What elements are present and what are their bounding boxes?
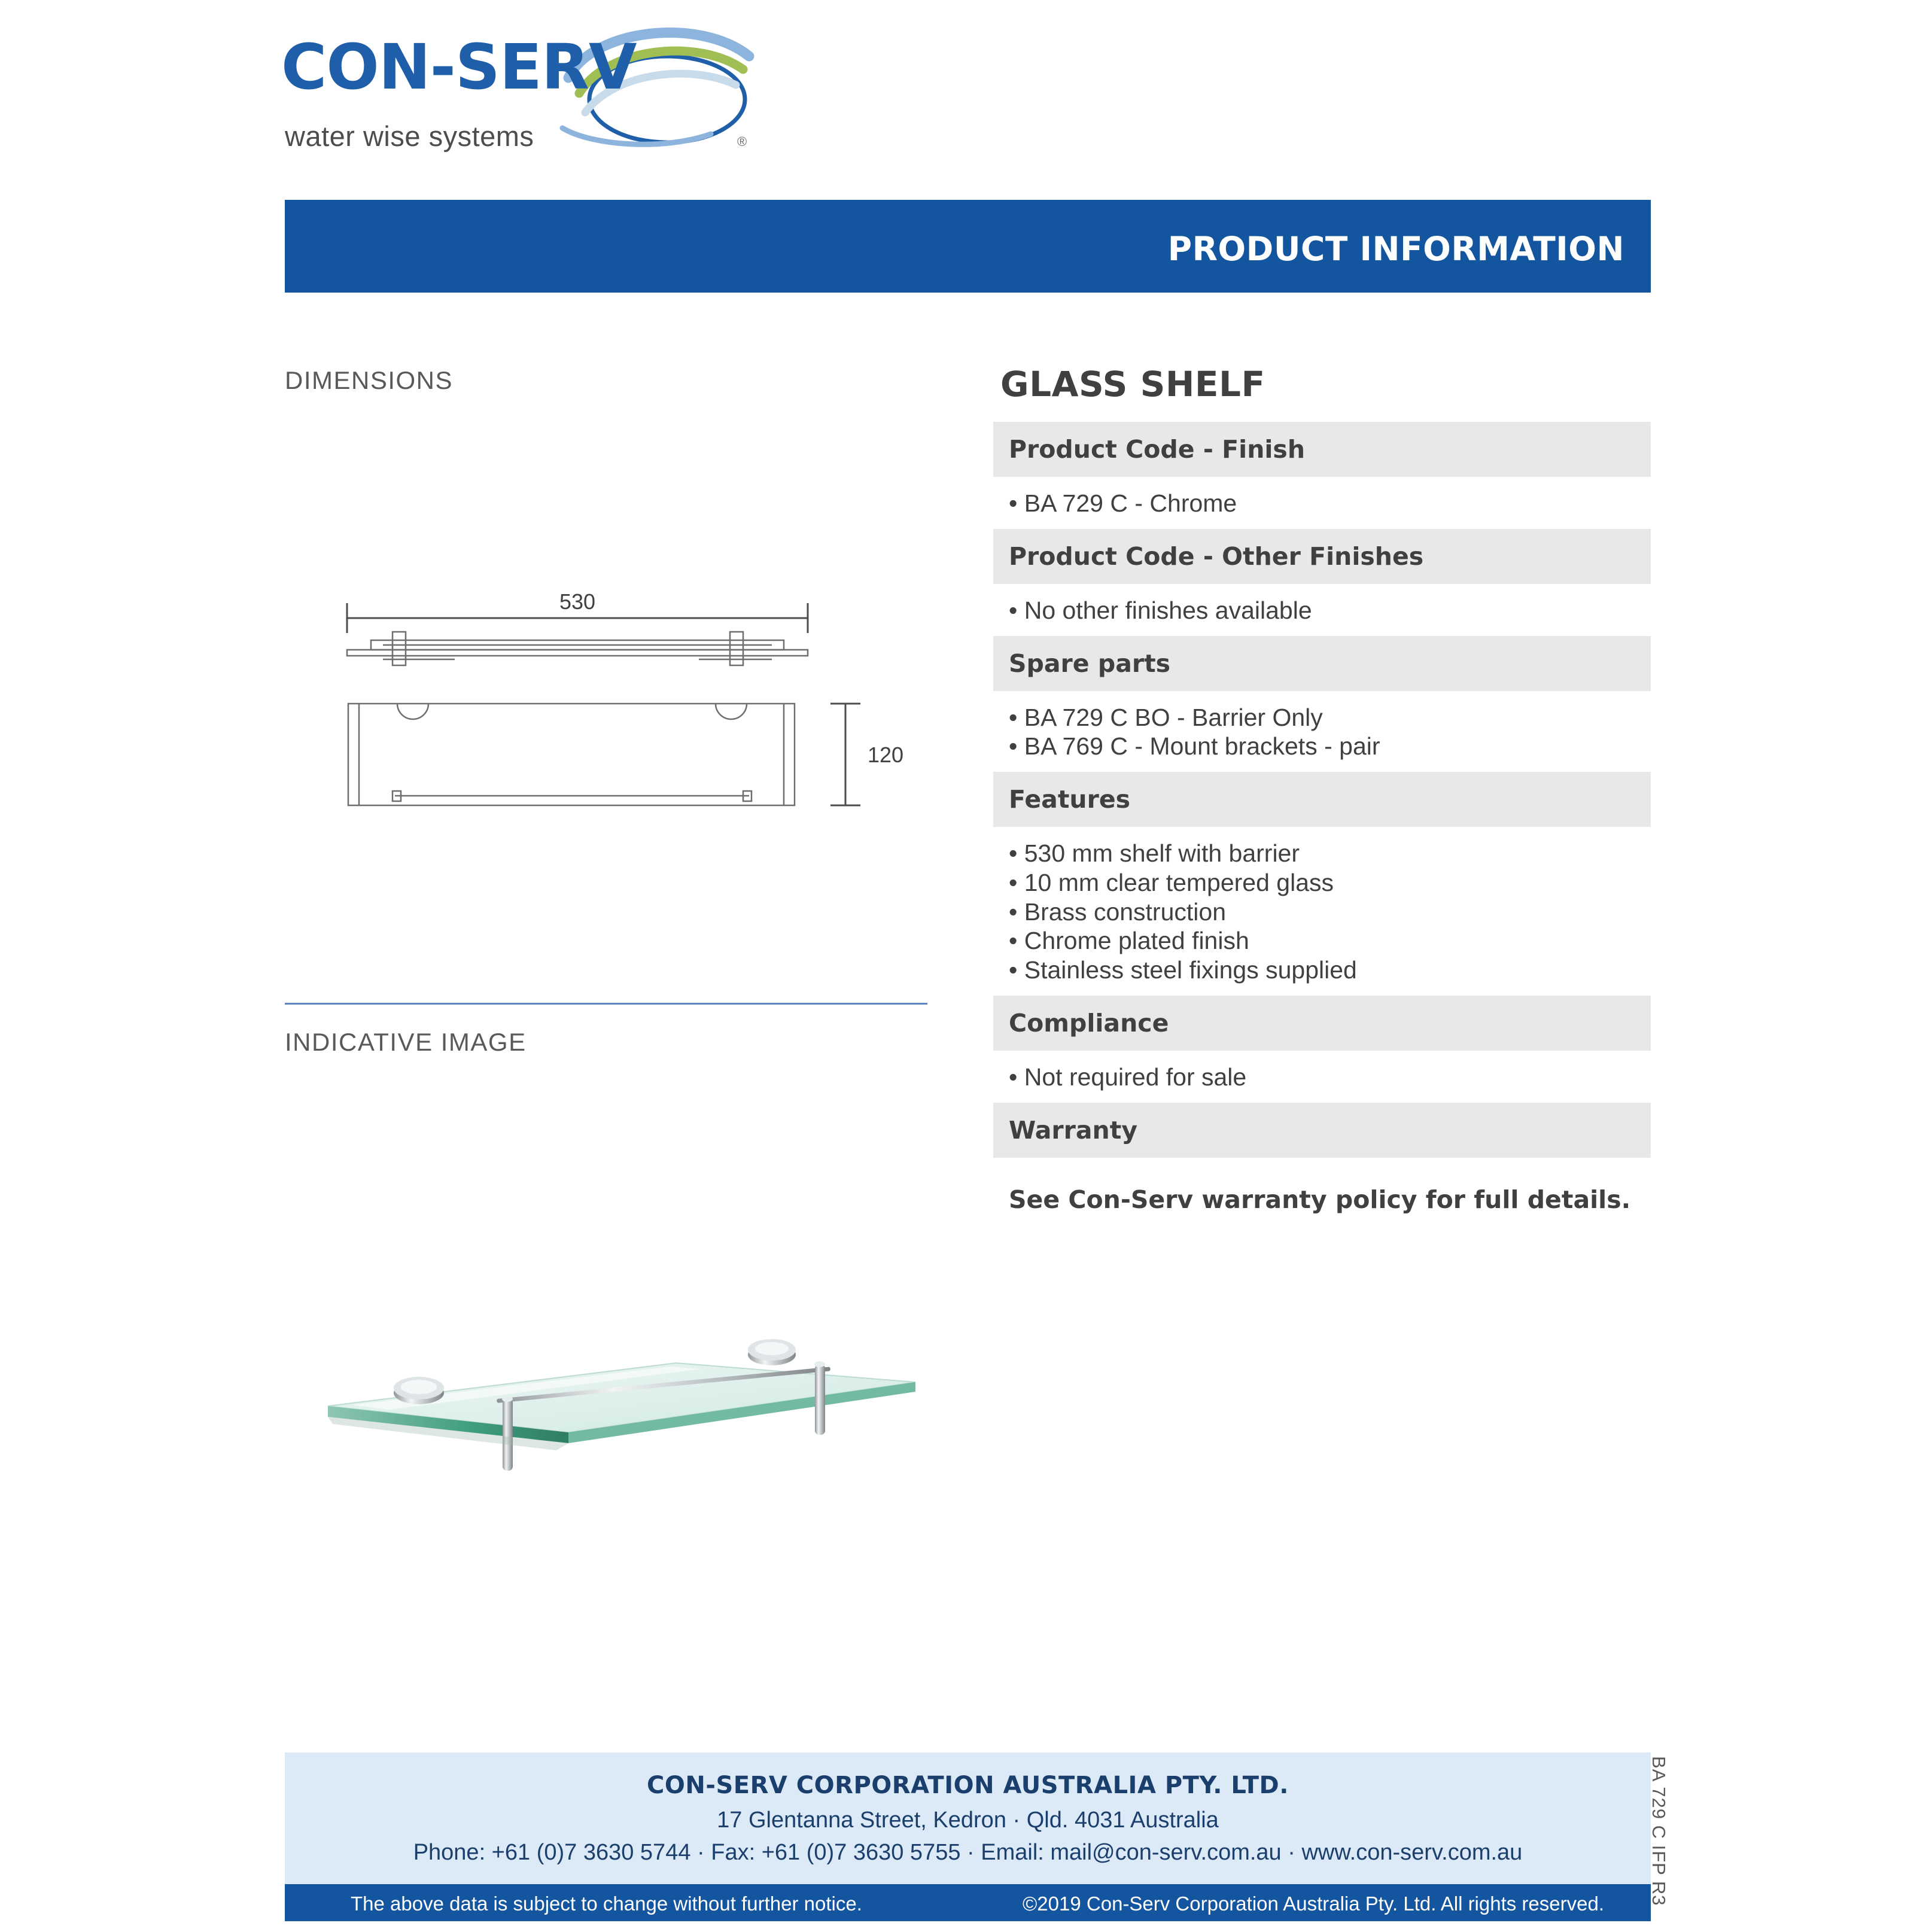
list-item: • Not required for sale bbox=[1009, 1063, 1247, 1091]
footer-contact-block bbox=[285, 1753, 1651, 1884]
list-item: • No other finishes available bbox=[1009, 596, 1312, 624]
list-item: • 530 mm shelf with barrier bbox=[1009, 839, 1300, 868]
warranty-note: See Con-Serv warranty policy for full details. bbox=[1009, 1185, 1631, 1214]
spec-body-compliance bbox=[993, 1051, 1651, 1103]
header-bar bbox=[285, 200, 1651, 293]
logo-registered-mark: ® bbox=[737, 134, 747, 149]
footer-legal-strip bbox=[285, 1884, 1651, 1921]
spec-body-other-finishes bbox=[993, 584, 1651, 636]
list-item: • BA 769 C - Mount brackets - pair bbox=[1009, 732, 1380, 760]
product-photo bbox=[317, 1304, 921, 1478]
spec-header-compliance: Compliance bbox=[993, 996, 1651, 1051]
left-divider bbox=[285, 1003, 927, 1005]
spec-body-spare-parts bbox=[993, 691, 1651, 772]
list-item: • 10 mm clear tempered glass bbox=[1009, 868, 1334, 896]
footer-company-name: CON-SERV CORPORATION AUSTRALIA PTY. LTD. bbox=[647, 1772, 1289, 1799]
page-title: GLASS SHELF bbox=[1000, 364, 1265, 404]
spec-header-other-finishes: Product Code - Other Finishes bbox=[993, 529, 1651, 584]
spec-header-features: Features bbox=[993, 772, 1651, 827]
list-item: • BA 729 C - Chrome bbox=[1009, 489, 1237, 517]
header-title: PRODUCT INFORMATION bbox=[1167, 230, 1624, 268]
logo-wordmark: CON-SERV bbox=[281, 31, 637, 104]
logo-tagline: water wise systems bbox=[285, 120, 534, 152]
footer-copyright: ©2019 Con-Serv Corporation Australia Pty. Ltd. All rights reserved. bbox=[1022, 1893, 1604, 1915]
footer-contact-details: Phone: +61 (0)7 3630 5744 · Fax: +61 (0)7 3630 5755 · Email: mail@con-serv.com.au · www.con-serv.com.au bbox=[413, 1840, 1523, 1865]
spec-body-product-code-finish bbox=[993, 477, 1651, 529]
indicative-image-label: INDICATIVE IMAGE bbox=[285, 1028, 527, 1056]
list-item: • Stainless steel fixings supplied bbox=[1009, 956, 1357, 984]
dimension-drawing bbox=[335, 556, 933, 868]
dimensions-label: DIMENSIONS bbox=[285, 366, 454, 394]
list-item: • Chrome plated finish bbox=[1009, 927, 1249, 955]
dimension-depth-value: 120 bbox=[868, 743, 904, 767]
footer-address: 17 Glentanna Street, Kedron · Qld. 4031 Australia bbox=[717, 1808, 1219, 1833]
brand-logo bbox=[281, 23, 784, 154]
dimension-width-value: 530 bbox=[559, 589, 596, 614]
document-code: BA 729 C IFP R3 bbox=[1648, 1756, 1669, 1906]
footer-disclaimer: The above data is subject to change without further notice. bbox=[351, 1893, 862, 1915]
list-item: • Brass construction bbox=[1009, 897, 1226, 926]
list-item: • BA 729 C BO - Barrier Only bbox=[1009, 703, 1323, 731]
spec-header-warranty: Warranty bbox=[993, 1103, 1651, 1158]
spec-body-features bbox=[993, 827, 1651, 996]
spec-header-spare-parts: Spare parts bbox=[993, 636, 1651, 691]
spec-header-product-code-finish: Product Code - Finish bbox=[993, 422, 1651, 477]
spec-table bbox=[993, 422, 1651, 1214]
